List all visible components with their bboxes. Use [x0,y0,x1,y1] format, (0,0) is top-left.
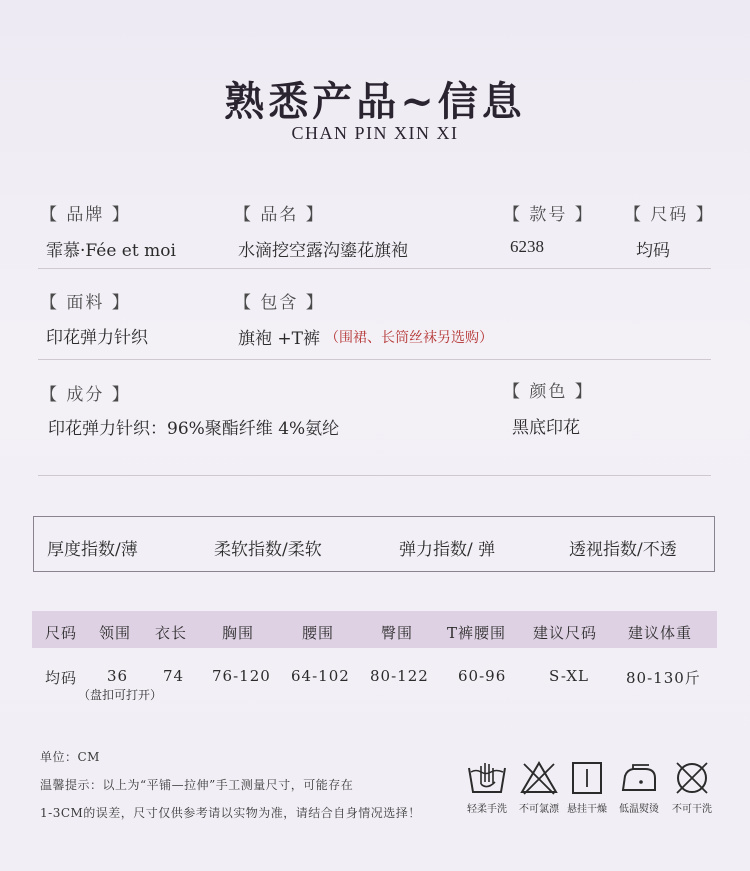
no-bleach-icon [515,760,563,796]
care-label-low-iron: 低温熨烫 [619,804,659,815]
product-name-label: 【 品名 】 [234,205,325,225]
collar-note: （盘扣可打开） [78,688,163,702]
product-name-value: 水滴挖空露沟鎏花旗袍 [238,241,408,261]
page-title: 熟悉产品~信息 [224,78,526,125]
color-label: 【 颜色 】 [503,382,594,402]
care-label-hand-wash: 轻柔手洗 [467,804,507,815]
header-hip: 臀围 [381,624,414,642]
care-label-hang-dry: 悬挂干燥 [567,804,607,815]
includes-note: （围裙、长筒丝袜另选购） [325,330,493,346]
low-iron-icon [615,760,663,796]
gentle-hand-wash-icon [463,760,511,796]
size-label: 【 尺码 】 [624,205,715,225]
hang-dry-icon [563,760,611,796]
style-number-value: 6238 [510,237,544,256]
cell-size: 均码 [45,669,78,687]
header-suggested-size: 建议尺码 [533,624,598,642]
size-value: 均码 [636,241,670,261]
brand-label: 【 品牌 】 [40,205,131,225]
cell-suggested-weight: 80-130斤 [626,669,701,687]
header-length: 衣长 [155,624,188,642]
no-dry-clean-icon [668,760,716,796]
header-tpants-waist: T裤腰围 [447,624,507,642]
cell-hip: 80-122 [370,667,429,685]
elasticity-index: 弹力指数/ 弹 [399,540,496,560]
unit-note: 单位：CM [40,750,100,764]
includes-label: 【 包含 】 [234,293,325,313]
cell-suggested-size: S-XL [549,667,589,685]
header-suggested-weight: 建议体重 [628,624,693,642]
header-collar: 领围 [99,624,132,642]
style-number-label: 【 款号 】 [503,205,594,225]
header-waist: 腰围 [302,624,335,642]
tip-line-2: 1-3CM的误差，尺寸仅供参考请以实物为准，请结合自身情况选择！ [40,806,421,820]
fabric-label: 【 面料 】 [40,293,131,313]
divider [38,475,711,476]
cell-chest: 76-120 [212,667,271,685]
care-label-no-bleach: 不可氯漂 [519,804,559,815]
composition-label: 【 成分 】 [40,385,131,405]
thickness-index: 厚度指数/薄 [47,540,138,560]
transparency-index: 透视指数/不透 [569,540,677,560]
cell-collar: 36 [107,667,129,685]
tip-line-1: 温馨提示：以上为“平铺—拉伸”手工测量尺寸，可能存在 [40,778,354,792]
header-chest: 胸围 [222,624,255,642]
divider [38,268,711,269]
cell-waist: 64-102 [291,667,350,685]
color-value: 黑底印花 [512,418,580,438]
size-table-header [32,611,717,648]
header-size: 尺码 [45,624,78,642]
fabric-value: 印花弹力针织 [46,328,148,348]
brand-value: 霏慕·Fée et moi [46,241,176,261]
page-subtitle: CHAN PIN XIN XI [291,123,459,143]
cell-tpants-waist: 60-96 [458,667,507,685]
composition-value: 印花弹力针织：96%聚酯纤维 4%氨纶 [48,419,340,439]
care-label-no-dry-clean: 不可干洗 [672,804,712,815]
includes-value: 旗袍 +T裤 [238,329,320,349]
softness-index: 柔软指数/柔软 [214,540,322,560]
divider [38,359,711,360]
cell-length: 74 [163,667,185,685]
